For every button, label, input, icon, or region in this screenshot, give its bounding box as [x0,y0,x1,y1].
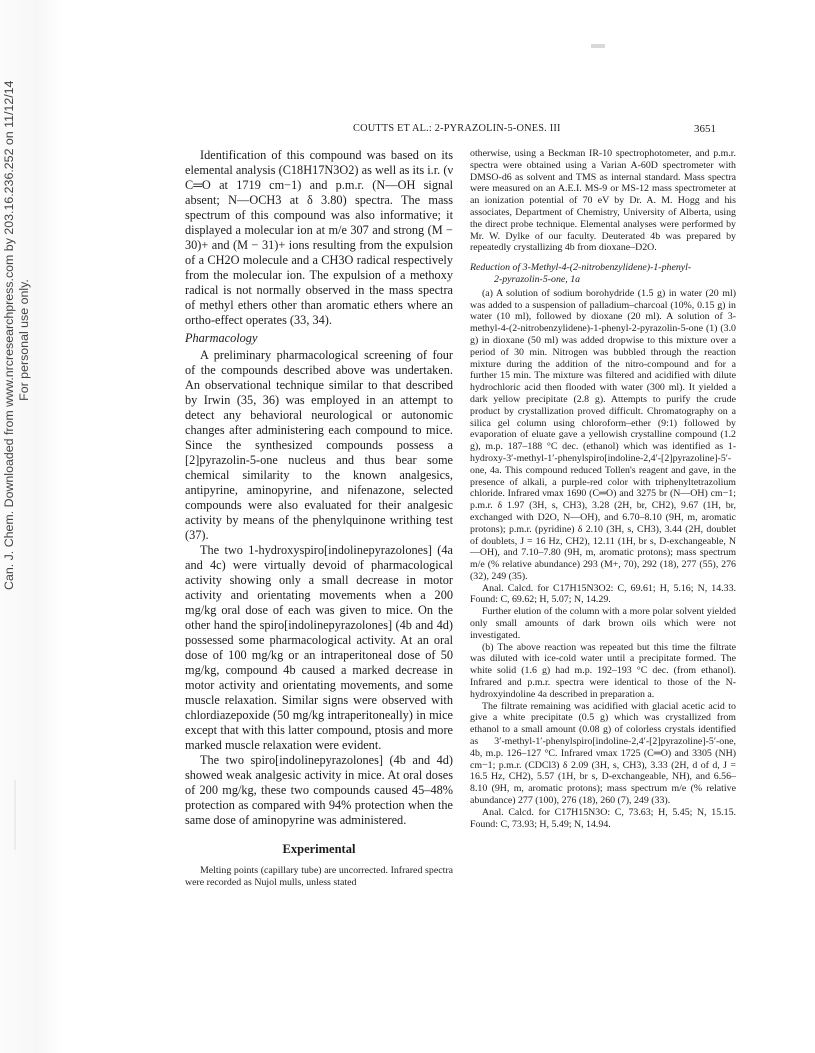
download-watermark [2,80,46,590]
body-paragraph: Anal. Calcd. for C17H15N3O2: C, 69.61; H, 5.16; N, 14.33. Found: C, 69.62; H, 5.07; N, 14.29. [470,582,736,606]
body-paragraph: Identification of this compound was based on its elemental analysis (C18H17N3O2) as well as its i.r. (ν C═O at 1719 cm−1) and p.m.r. (N—OH signal absent; N—OCH3 at δ 3.80) spectra. The mass spectrum of this compound was also informative; it displayed a molecular ion at m/e 307 and strong (M − 30)+ and (M − 31)+ ions resulting from the expulsion of a CH2O molecule and a CH3O radical respectively from the molecular ion. The expulsion of a methoxy radical is not normally observed in the mass spectra of methyl ethers other than aromatic ethers where an ortho-effect operates (33, 34). [185,148,453,327]
body-paragraph: (b) The above reaction was repeated but this time the filtrate was diluted with ice-cold water until a precipitate formed. The white solid (1.6 g) had m.p. 192–193 °C dec. (from ethanol). Infrared and p.m.r. spectra were identical to those of the N-hydroxyindoline 4a described in preparation a. [470,641,736,700]
subsection-heading-line-2: 2-pyrazolin-5-one, 1a [494,273,581,285]
running-head: COUTTS ET AL.: 2-PYRAZOLIN-5-ONES. III [353,123,561,134]
watermark-line-1: Can. J. Chem. Downloaded from www.nrcresearchpress.com by 203.16.236.252 on 11/12/14 [2,80,16,590]
subsection-heading-line-1: Reduction of 3-Methyl-4-(2-nitrobenzylidene)-1-phenyl- [470,262,692,274]
section-heading-pharmacology: Pharmacology [185,331,258,345]
body-paragraph: Further elution of the column with a more polar solvent yielded only small amounts of dark brown oils which were not investigated. [470,606,736,641]
body-paragraph: Anal. Calcd. for C17H15N3O: C, 73.63; H, 5.45; N, 15.15. Found: C, 73.93; H, 5.49; N, 14.94. [470,806,736,830]
watermark-line-2: For personal use only. [17,279,31,401]
scan-speck [14,780,16,850]
body-paragraph: otherwise, using a Beckman IR-10 spectrophotometer, and p.m.r. spectra were obtained using a Varian A-60D spectrometer with DMSO-d6 as solvent and TMS as internal standard. Mass spectra were measured on an A.E.I. MS-9 or MS-12 mass spectrometer at an ionization potential of 70 eV by Dr. A. M. Hogg and his associates, Department of Chemistry, University of Alberta, using the direct probe technique. Elemental analyses were performed by Mr. W. Dylke of our faculty. Deuterated 4b was prepared by repeatedly crystallizing 4b from dioxane–D2O. [470,148,736,254]
scan-speck [591,44,605,48]
section-heading-experimental: Experimental [282,842,356,856]
subsection-heading [470,262,736,286]
body-paragraph: The filtrate remaining was acidified with glacial acetic acid to give a white precipitate (0.5 g) which was crystallized from ethanol to a small amount (0.08 g) of colorless crystals identified as 3′-methyl-1′-phenylspiro[indoline-2,4′-[2]pyrazoline]-5′-one, 4b, m.p. 126–127 °C. Infrared νmax 1725 (C═O) and 3305 (NH) cm−1; p.m.r. (CDCl3) δ 2.09 (3H, s, CH3), 3.33 (2H, d of d, J = 16.5 Hz, CH2), 5.57 (1H, br s, D-exchangeable, NH), and 6.56–8.10 (9H, m, aromatic protons); mass spectrum m/e (% relative abundance) 277 (100), 276 (18), 260 (7), 249 (33). [470,700,736,807]
body-paragraph-small: Melting points (capillary tube) are uncorrected. Infrared spectra were recorded as Nujol mulls, unless stated [185,865,453,888]
body-paragraph: A preliminary pharmacological screening of four of the compounds described above was undertaken. An observational technique similar to that described by Irwin (35, 36) was employed in an attempt to detect any behavioral neurological or autonomic changes after administering each compound to mice. Since the synthesized compounds possess a [2]pyrazolin-5-one nucleus and thus bear some chemical similarity to the known analgesics, antipyrine, aminopyrine, and nifenazone, selected compounds were also evaluated for their analgesic activity by means of the phenylquinone writhing test (37). [185,348,453,542]
page-number: 3651 [694,123,716,135]
body-paragraph: The two spiro[indolinepyrazolones] (4b and 4d) showed weak analgesic activity in mice. At oral doses of 200 mg/kg, these two compounds caused 45–48% protection as compared with 94% protection when the same dose of aminopyrine was administered. [185,753,453,827]
body-paragraph: The two 1-hydroxyspiro[indolinepyrazolones] (4a and 4c) were virtually devoid of pharmacological activity showing only a small decrease in motor activity and orientating movements when a 200 mg/kg oral dose of each was given to mice. On the other hand the spiro[indolinepyrazolones] (4b and 4d) possessed some pharmacological activity. At an oral dose of 100 mg/kg or an intraperitoneal dose of 50 mg/kg, compound 4b caused a marked decrease in motor activity and orientating movements, and some muscle relaxation. Similar signs were observed with chlordiazepoxide (50 mg/kg intraperitoneally) in mice except that with this latter compound, ptosis and more marked muscle relaxation were evident. [185,543,453,752]
left-column [185,148,453,889]
right-column [470,148,736,830]
body-paragraph: (a) A solution of sodium borohydride (1.5 g) in water (20 ml) was added to a suspension of palladium–charcoal (10%, 0.15 g) in water (10 ml), followed by dioxane (20 ml). A solution of 3-methyl-4-(2-nitrobenzylidene)-1-phenyl-2-pyrazolin-5-one (1) (3.0 g) in dioxane (50 ml) was added dropwise to this mixture over a period of 30 min. Nitrogen was bubbled through the reaction mixture during the addition of the nitro-compound and for a further 15 min. The mixture was filtered and acidified with dilute hydrochloric acid then flooded with water (300 ml). It yielded a dark yellow precipitate (2.8 g). Attempts to purify the crude product by crystallization proved difficult. Chromatography on a silica gel column using chloroform–ether (9:1) followed by evaporation of eluate gave a yellowish crystalline compound (1.2 g), m.p. 187–188 °C dec. (ethanol) which was identified as 1-hydroxy-3′-methyl-1′-phenylspiro[indoline-2,4′-[2]pyrazoline]-5′-one, 4a. This compound reduced Tollen's reagent and gave, in the presence of alkali, a purple-red color with triphenyltetrazolium chloride. Infrared νmax 1690 (C═O) and 3275 br (N—OH) cm−1; p.m.r. δ 1.97 (3H, s, CH3), 3.28 (2H, br, CH2), 9.67 (1H, br, exchanged with D2O, N—OH), and 6.70–8.10 (9H, m, aromatic protons); p.m.r. (pyridine) δ 2.10 (3H, s, CH3), 3.44 (2H, doublet of doublets, J = 16 Hz, CH2), 12.11 (1H, br s, D-exchangeable, N—OH), and 7.10–7.80 (9H, m, aromatic protons); mass spectrum m/e (% relative abundance) 293 (M+, 70), 292 (18), 277 (55), 276 (32), 249 (35). [470,287,736,582]
